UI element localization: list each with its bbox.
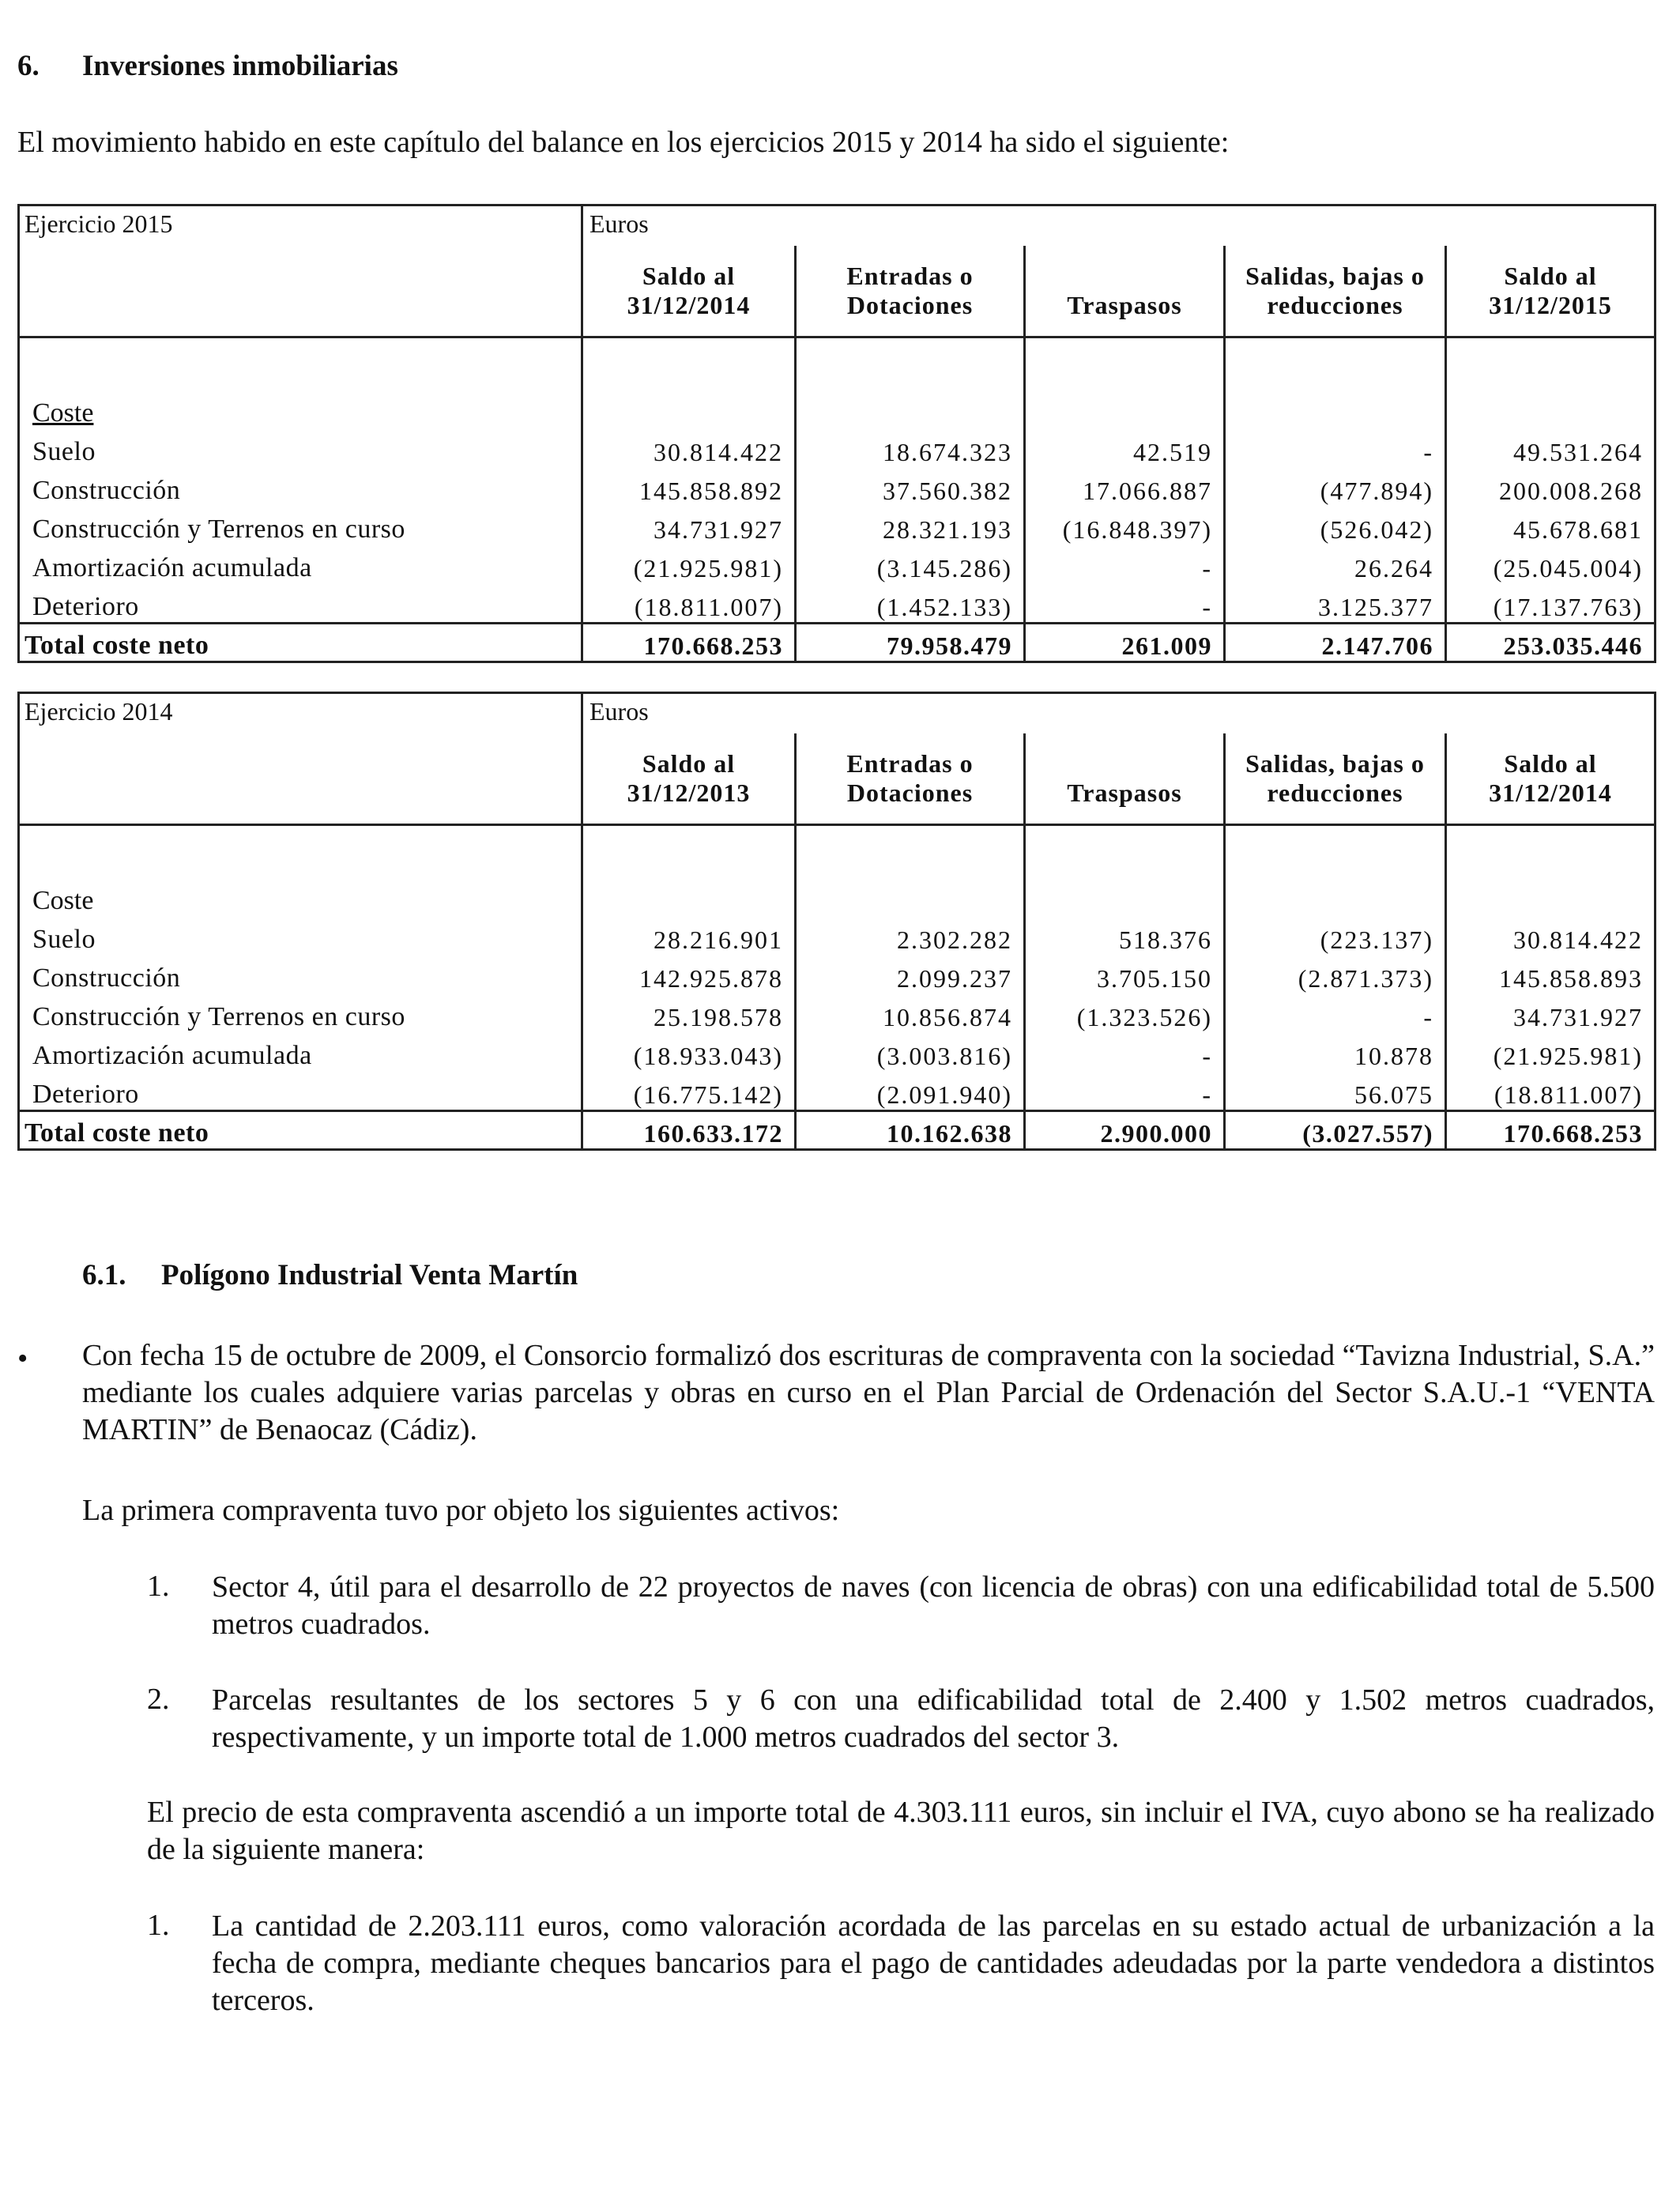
list-item-number: 2. xyxy=(147,1683,170,1716)
cell: (1.452.133) xyxy=(796,583,1025,624)
cell: (25.045.004) xyxy=(1446,545,1656,583)
list-item: La cantidad de 2.203.111 euros, como valoración acordada de las parcelas en su estado actual de urbanización a la fecha de compra, mediante cheques bancarios para el pago de cantidades adeudadas por la parte vendedora a distintos terceros. xyxy=(212,1909,1655,2017)
cell: (18.811.007) xyxy=(1446,1071,1656,1111)
cell: 18.674.323 xyxy=(796,428,1025,467)
cell: (3.003.816) xyxy=(796,1032,1025,1071)
table-row xyxy=(19,955,1656,993)
total-cell: 261.009 xyxy=(1025,624,1225,662)
unit-label: Euros xyxy=(582,205,1656,247)
cell: 2.099.237 xyxy=(796,955,1025,993)
col-header: Saldo al xyxy=(1446,733,1656,778)
total-cell: 253.035.446 xyxy=(1446,624,1656,662)
total-cell: 2.900.000 xyxy=(1025,1111,1225,1150)
table-row xyxy=(19,467,1656,506)
section-title: Inversiones inmobiliarias xyxy=(82,50,398,82)
intro-text: El movimiento habido en este capítulo del balance en los ejercicios 2015 y 2014 ha sido el siguiente: xyxy=(17,126,1230,159)
cell: (2.871.373) xyxy=(1225,955,1446,993)
cell: 10.856.874 xyxy=(796,993,1025,1032)
total-cell: 170.668.253 xyxy=(1446,1111,1656,1150)
col-header: Saldo al xyxy=(1446,246,1656,291)
cell: (21.925.981) xyxy=(1446,1032,1656,1071)
cell: 34.731.927 xyxy=(1446,993,1656,1032)
list-item: Parcelas resultantes de los sectores 5 y 6 con una edificabilidad total de 2.400 y 1.502 metros cuadrados, respectivamente, y un importe total de 1.000 metros cuadrados del sector 3. xyxy=(212,1683,1655,1754)
col-header: 31/12/2015 xyxy=(1446,291,1656,337)
section-number: 6. xyxy=(17,50,40,82)
cell: 17.066.887 xyxy=(1025,467,1225,506)
cell: (223.137) xyxy=(1225,916,1446,955)
total-row xyxy=(19,624,1656,662)
col-header: Traspasos xyxy=(1025,291,1225,337)
table-row xyxy=(19,545,1656,583)
cell: 142.925.878 xyxy=(582,955,796,993)
bullet-icon: • xyxy=(17,1342,28,1375)
cell: 56.075 xyxy=(1225,1071,1446,1111)
row-label: Construcción xyxy=(19,955,582,993)
col-header: Traspasos xyxy=(1025,778,1225,825)
cell: (477.894) xyxy=(1225,467,1446,506)
row-label: Suelo xyxy=(19,916,582,955)
table-row xyxy=(19,583,1656,624)
coste-label: Coste xyxy=(19,876,582,916)
col-header: Dotaciones xyxy=(796,778,1025,825)
table-row xyxy=(19,506,1656,545)
row-label: Construcción y Terrenos en curso xyxy=(19,506,582,545)
total-label: Total coste neto xyxy=(19,624,582,662)
cell: (2.091.940) xyxy=(796,1071,1025,1111)
total-cell: 2.147.706 xyxy=(1225,624,1446,662)
cell: 26.264 xyxy=(1225,545,1446,583)
cell: - xyxy=(1025,545,1225,583)
cell: 10.878 xyxy=(1225,1032,1446,1071)
unit-label: Euros xyxy=(582,693,1656,734)
cell: 3.705.150 xyxy=(1025,955,1225,993)
subsection-title: Polígono Industrial Venta Martín xyxy=(161,1259,578,1291)
total-row xyxy=(19,1111,1656,1150)
cell: 28.321.193 xyxy=(796,506,1025,545)
col-header: Saldo al xyxy=(582,246,796,291)
cell: - xyxy=(1025,583,1225,624)
cell: 2.302.282 xyxy=(796,916,1025,955)
table-2014 xyxy=(17,692,1656,1151)
col-header: reducciones xyxy=(1225,291,1446,337)
cell: (21.925.981) xyxy=(582,545,796,583)
col-header: 31/12/2013 xyxy=(582,778,796,825)
col-header: reducciones xyxy=(1225,778,1446,825)
row-label: Amortización acumulada xyxy=(19,545,582,583)
col-header xyxy=(1025,733,1225,778)
coste-label: Coste xyxy=(32,398,94,428)
row-label: Deterioro xyxy=(19,583,582,624)
cell: 34.731.927 xyxy=(582,506,796,545)
cell: (526.042) xyxy=(1225,506,1446,545)
row-label: Suelo xyxy=(19,428,582,467)
table-2015 xyxy=(17,204,1656,663)
col-header: 31/12/2014 xyxy=(1446,778,1656,825)
cell: 200.008.268 xyxy=(1446,467,1656,506)
table-label: Ejercicio 2015 xyxy=(19,205,582,247)
cell: 145.858.892 xyxy=(582,467,796,506)
cell: 145.858.893 xyxy=(1446,955,1656,993)
cell: (16.848.397) xyxy=(1025,506,1225,545)
cell: - xyxy=(1225,993,1446,1032)
total-cell: 79.958.479 xyxy=(796,624,1025,662)
cell: (18.811.007) xyxy=(582,583,796,624)
cell: - xyxy=(1225,428,1446,467)
cell: - xyxy=(1025,1071,1225,1111)
cell: (18.933.043) xyxy=(582,1032,796,1071)
total-cell: 160.633.172 xyxy=(582,1111,796,1150)
col-header: Salidas, bajas o xyxy=(1225,733,1446,778)
col-header: Entradas o xyxy=(796,246,1025,291)
col-header: Salidas, bajas o xyxy=(1225,246,1446,291)
table-row xyxy=(19,1071,1656,1111)
list-item: Sector 4, útil para el desarrollo de 22 proyectos de naves (con licencia de obras) con una edificabilidad total de 5.500 metros cuadrados. xyxy=(212,1570,1655,1641)
table-row xyxy=(19,916,1656,955)
subsection-heading xyxy=(82,1258,578,1292)
cell: 37.560.382 xyxy=(796,467,1025,506)
cell: 3.125.377 xyxy=(1225,583,1446,624)
total-cell: (3.027.557) xyxy=(1225,1111,1446,1150)
table-label: Ejercicio 2014 xyxy=(19,693,582,734)
paragraph: La primera compraventa tuvo por objeto los siguientes activos: xyxy=(82,1494,840,1527)
col-header: Dotaciones xyxy=(796,291,1025,337)
cell: (16.775.142) xyxy=(582,1071,796,1111)
row-label: Deterioro xyxy=(19,1071,582,1111)
cell: (1.323.526) xyxy=(1025,993,1225,1032)
list-item-number: 1. xyxy=(147,1909,170,1942)
cell: 30.814.422 xyxy=(582,428,796,467)
row-label: Amortización acumulada xyxy=(19,1032,582,1071)
paragraph: El precio de esta compraventa ascendió a un importe total de 4.303.111 euros, sin incluir el IVA, cuyo abono se ha realizado de la siguiente manera: xyxy=(147,1796,1655,1866)
cell: 45.678.681 xyxy=(1446,506,1656,545)
col-header xyxy=(1025,246,1225,291)
table-row xyxy=(19,428,1656,467)
table-row xyxy=(19,993,1656,1032)
table-row xyxy=(19,1032,1656,1071)
cell: 518.376 xyxy=(1025,916,1225,955)
cell: - xyxy=(1025,1032,1225,1071)
cell: 28.216.901 xyxy=(582,916,796,955)
col-header: Entradas o xyxy=(796,733,1025,778)
cell: (17.137.763) xyxy=(1446,583,1656,624)
cell: 42.519 xyxy=(1025,428,1225,467)
total-label: Total coste neto xyxy=(19,1111,582,1150)
section-heading xyxy=(17,49,398,83)
row-label: Construcción y Terrenos en curso xyxy=(19,993,582,1032)
subsection-number: 6.1. xyxy=(82,1259,126,1291)
total-cell: 10.162.638 xyxy=(796,1111,1025,1150)
col-header: Saldo al xyxy=(582,733,796,778)
cell: 30.814.422 xyxy=(1446,916,1656,955)
cell: 49.531.264 xyxy=(1446,428,1656,467)
paragraph: Con fecha 15 de octubre de 2009, el Consorcio formalizó dos escrituras de compraventa con la sociedad “Tavizna Industrial, S.A.” mediante los cuales adquiere varias parcelas y obras en curso en el Plan Parcial de Ordenación del Sector S.A.U.-1 “VENTA MARTIN” de Benaocaz (Cádiz). xyxy=(82,1339,1655,1446)
col-header: 31/12/2014 xyxy=(582,291,796,337)
total-cell: 170.668.253 xyxy=(582,624,796,662)
cell: 25.198.578 xyxy=(582,993,796,1032)
cell: (3.145.286) xyxy=(796,545,1025,583)
list-item-number: 1. xyxy=(147,1570,170,1603)
row-label: Construcción xyxy=(19,467,582,506)
